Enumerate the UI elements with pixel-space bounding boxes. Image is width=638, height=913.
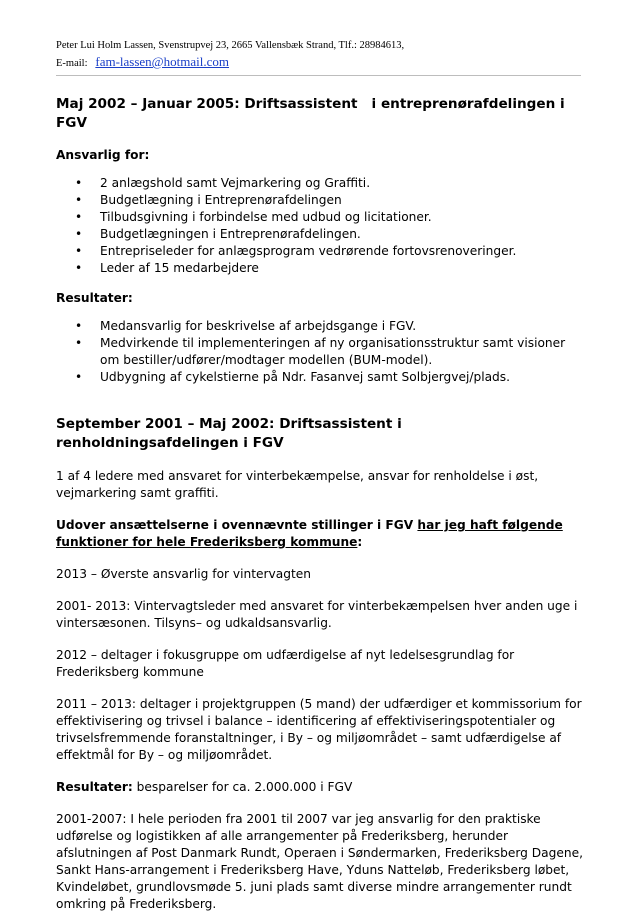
section3-heading xyxy=(56,517,586,551)
function-entry: 2011 – 2013: deltager i projektgruppen (5 mand) der udfærdiger et kommissorium for effektivisering og trivsel i balance – identificering af effektiviseringspotentialer og trivselsfremmende foranstaltninger, i By – og miljøområdet – samt udfærdigelse af effektmål for By – og miljøområdet. xyxy=(56,697,582,762)
list-item: • Udbygning af cykelstierne på Ndr. Fasanvej samt Solbjergvej/plads. xyxy=(56,369,586,386)
list-item: • Budgetlægningen i Entreprenørafdelingen. xyxy=(56,226,586,243)
list-item: • Medvirkende til implementeringen af ny organisationsstruktur samt visioner om bestiller/udfører/modtager modellen (BUM-model). xyxy=(56,335,586,369)
section3-heading-underlined: har jeg haft følgende funktioner for hele Frederiksberg kommune xyxy=(56,518,563,549)
section3-results xyxy=(56,779,586,796)
closing-paragraph: 2001-2007: I hele perioden fra 2001 til 2007 var jeg ansvarlig for den praktiske udførelse og logistikken af alle arrangementer på Frederiksberg, herunder afslutningen af Post Danmark Rundt, Operaen i Søndermarken, Frederiksberg Dagene, Sankt Hans-arrangement i Frederiksberg Have, Yduns Natteløb, Frederiksberg løbet, Kvindeløbet, grundlovsmøde 5. juni plads samt diverse mindre arrangementer rundt omkring på Frederiksberg. xyxy=(56,812,583,911)
section2-title: September 2001 – Maj 2002: Driftsassistent i renholdningsafdelingen i FGV xyxy=(56,416,402,451)
email-label: E-mail: xyxy=(56,58,88,69)
contact-line: Peter Lui Holm Lassen, Svenstrupvej 23, 2665 Vallensbæk Strand, Tlf.: 28984613, xyxy=(56,40,405,51)
function-entry: 2001- 2013: Vintervagtsleder med ansvaret for vinterbekæmpelsen hver anden uge i vintersæsonen. Tilsyns– og udkaldsansvarlig. xyxy=(56,599,578,630)
email-row xyxy=(56,54,596,72)
document-body xyxy=(56,95,586,913)
section3-results-text: besparelser for ca. 2.000.000 i FGV xyxy=(132,780,353,794)
list-item: • Leder af 15 medarbejdere xyxy=(56,260,586,277)
list-item: • Tilbudsgivning i forbindelse med udbud og licitationer. xyxy=(56,209,586,226)
list-item: • Medansvarlig for beskrivelse af arbejdsgange i FGV. xyxy=(56,318,586,335)
section3-heading-end: : xyxy=(357,535,363,549)
section2-description: 1 af 4 ledere med ansvaret for vinterbekæmpelse, ansvar for renholdelse i øst, vejmarkering samt graffiti. xyxy=(56,469,539,500)
list-item: • 2 anlægshold samt Vejmarkering og Graffiti. xyxy=(56,175,586,192)
responsible-list xyxy=(56,175,586,277)
section3-results-label: Resultater: xyxy=(56,780,133,794)
section1-title xyxy=(56,95,586,133)
results-list xyxy=(56,318,586,386)
header-divider xyxy=(56,75,581,76)
function-entry: 2013 – Øverste ansvarlig for vintervagten xyxy=(56,567,311,581)
responsible-heading: Ansvarlig for: xyxy=(56,148,150,162)
contact-header xyxy=(56,38,596,72)
function-entry: 2012 – deltager i fokusgruppe om udfærdigelse af nyt ledelsesgrundlag for Frederiksberg kommune xyxy=(56,648,515,679)
list-item: • Entrepriseleder for anlægsprogram vedrørende fortovsrenoveringer. xyxy=(56,243,586,260)
section1-title-period: Maj 2002 – Januar 2005: Driftsassistent xyxy=(56,96,358,112)
section1-title-dept: i entreprenørafdelingen i FGV xyxy=(56,96,565,131)
section3-heading-plain: Udover ansættelserne i ovennævnte stillinger i FGV xyxy=(56,518,418,532)
email-link[interactable]: fam-lassen@hotmail.com xyxy=(95,54,230,69)
list-item: • Budgetlægning i Entreprenørafdelingen xyxy=(56,192,586,209)
results-heading: Resultater: xyxy=(56,291,133,305)
